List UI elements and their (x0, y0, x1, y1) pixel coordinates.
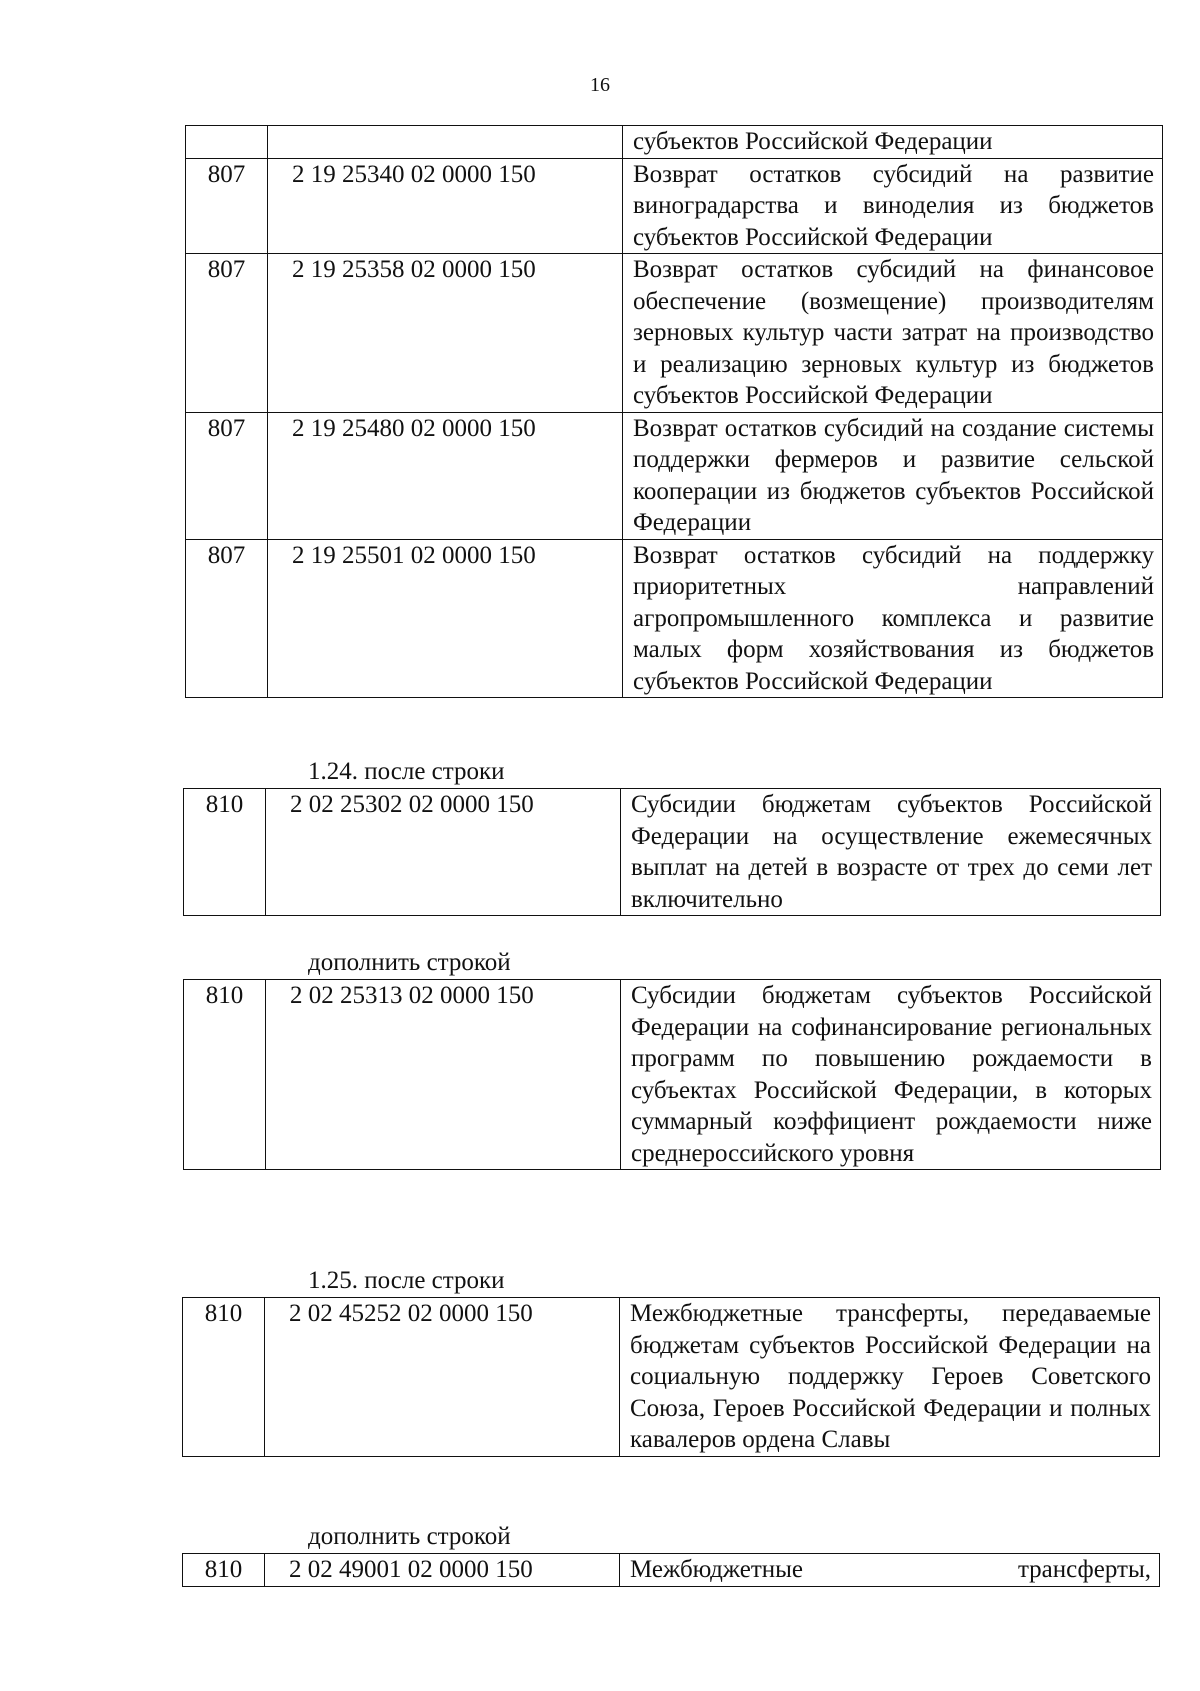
table-row (183, 1298, 1160, 1457)
table-row (186, 412, 1163, 539)
table-row (184, 789, 1161, 916)
budget-table-after-row (183, 788, 1161, 916)
kbk-code-cell: 2 02 49001 02 0000 150 (265, 1554, 620, 1587)
kbk-code-cell: 2 19 25358 02 0000 150 (268, 254, 623, 413)
admin-code-cell: 807 (186, 412, 268, 539)
budget-table-continuation (185, 125, 1163, 698)
supplement-label: дополнить строкой (308, 1523, 511, 1550)
kbk-code-cell: 2 02 45252 02 0000 150 (265, 1298, 620, 1457)
income-name-cell: субъектов Российской Федерации (623, 126, 1163, 159)
income-name-cell: Возврат остатков субсидий на создание системы поддержки фермеров и развитие сельской кооперации из бюджетов субъектов Российской Федерации (623, 412, 1163, 539)
admin-code-cell: 810 (183, 1554, 265, 1587)
table-row (186, 126, 1163, 159)
table-row (184, 980, 1161, 1170)
kbk-code-cell: 2 02 25313 02 0000 150 (266, 980, 621, 1170)
kbk-code-cell: 2 02 25302 02 0000 150 (266, 789, 621, 916)
admin-code-cell: 810 (184, 980, 266, 1170)
income-name-cell: Возврат остатков субсидий на развитие виноградарства и виноделия из бюджетов субъектов Российской Федерации (623, 158, 1163, 254)
table-row (183, 1554, 1160, 1587)
kbk-code-cell: 2 19 25340 02 0000 150 (268, 158, 623, 254)
income-name-cell: Возврат остатков субсидий на финансовое обеспечение (возмещение) производителям зерновых культур части затрат на производство и реализацию зерновых культур из бюджетов субъектов Российской Федерации (623, 254, 1163, 413)
admin-code-cell: 810 (183, 1298, 265, 1457)
admin-code-cell: 807 (186, 158, 268, 254)
admin-code-cell: 807 (186, 254, 268, 413)
income-name-cell: Субсидии бюджетам субъектов Российской Федерации на осуществление ежемесячных выплат на детей в возрасте от трех до семи лет включительно (621, 789, 1161, 916)
table-row (186, 254, 1163, 413)
income-name-cell: Субсидии бюджетам субъектов Российской Федерации на софинансирование региональных программ по повышению рождаемости в субъектах Российской Федерации, в которых суммарный коэффициент рождаемости ниже среднероссийского уровня (621, 980, 1161, 1170)
kbk-code-cell: 2 19 25501 02 0000 150 (268, 539, 623, 698)
budget-table-after-row (182, 1297, 1160, 1457)
admin-code-cell: 810 (184, 789, 266, 916)
income-name-cell: Межбюджетные трансферты, (620, 1554, 1160, 1587)
income-name-cell: Межбюджетные трансферты, передаваемые бюджетам субъектов Российской Федерации на социальную поддержку Героев Советского Союза, Героев Российской Федерации и полных кавалеров ордена Славы (620, 1298, 1160, 1457)
supplement-label: дополнить строкой (308, 949, 511, 976)
table-row (186, 539, 1163, 698)
section-label-1-24: 1.24. после строки (308, 758, 505, 785)
page-number: 16 (590, 74, 610, 96)
budget-table-new-row (182, 1553, 1160, 1587)
kbk-code-cell: 2 19 25480 02 0000 150 (268, 412, 623, 539)
section-label-1-25: 1.25. после строки (308, 1267, 505, 1294)
budget-table-new-row (183, 979, 1161, 1170)
income-name-cell: Возврат остатков субсидий на поддержку приоритетных направлений агропромышленного комплекса и развитие малых форм хозяйствования из бюджетов субъектов Российской Федерации (623, 539, 1163, 698)
table-row (186, 158, 1163, 254)
admin-code-cell: 807 (186, 539, 268, 698)
admin-code-cell (186, 126, 268, 159)
kbk-code-cell (268, 126, 623, 159)
